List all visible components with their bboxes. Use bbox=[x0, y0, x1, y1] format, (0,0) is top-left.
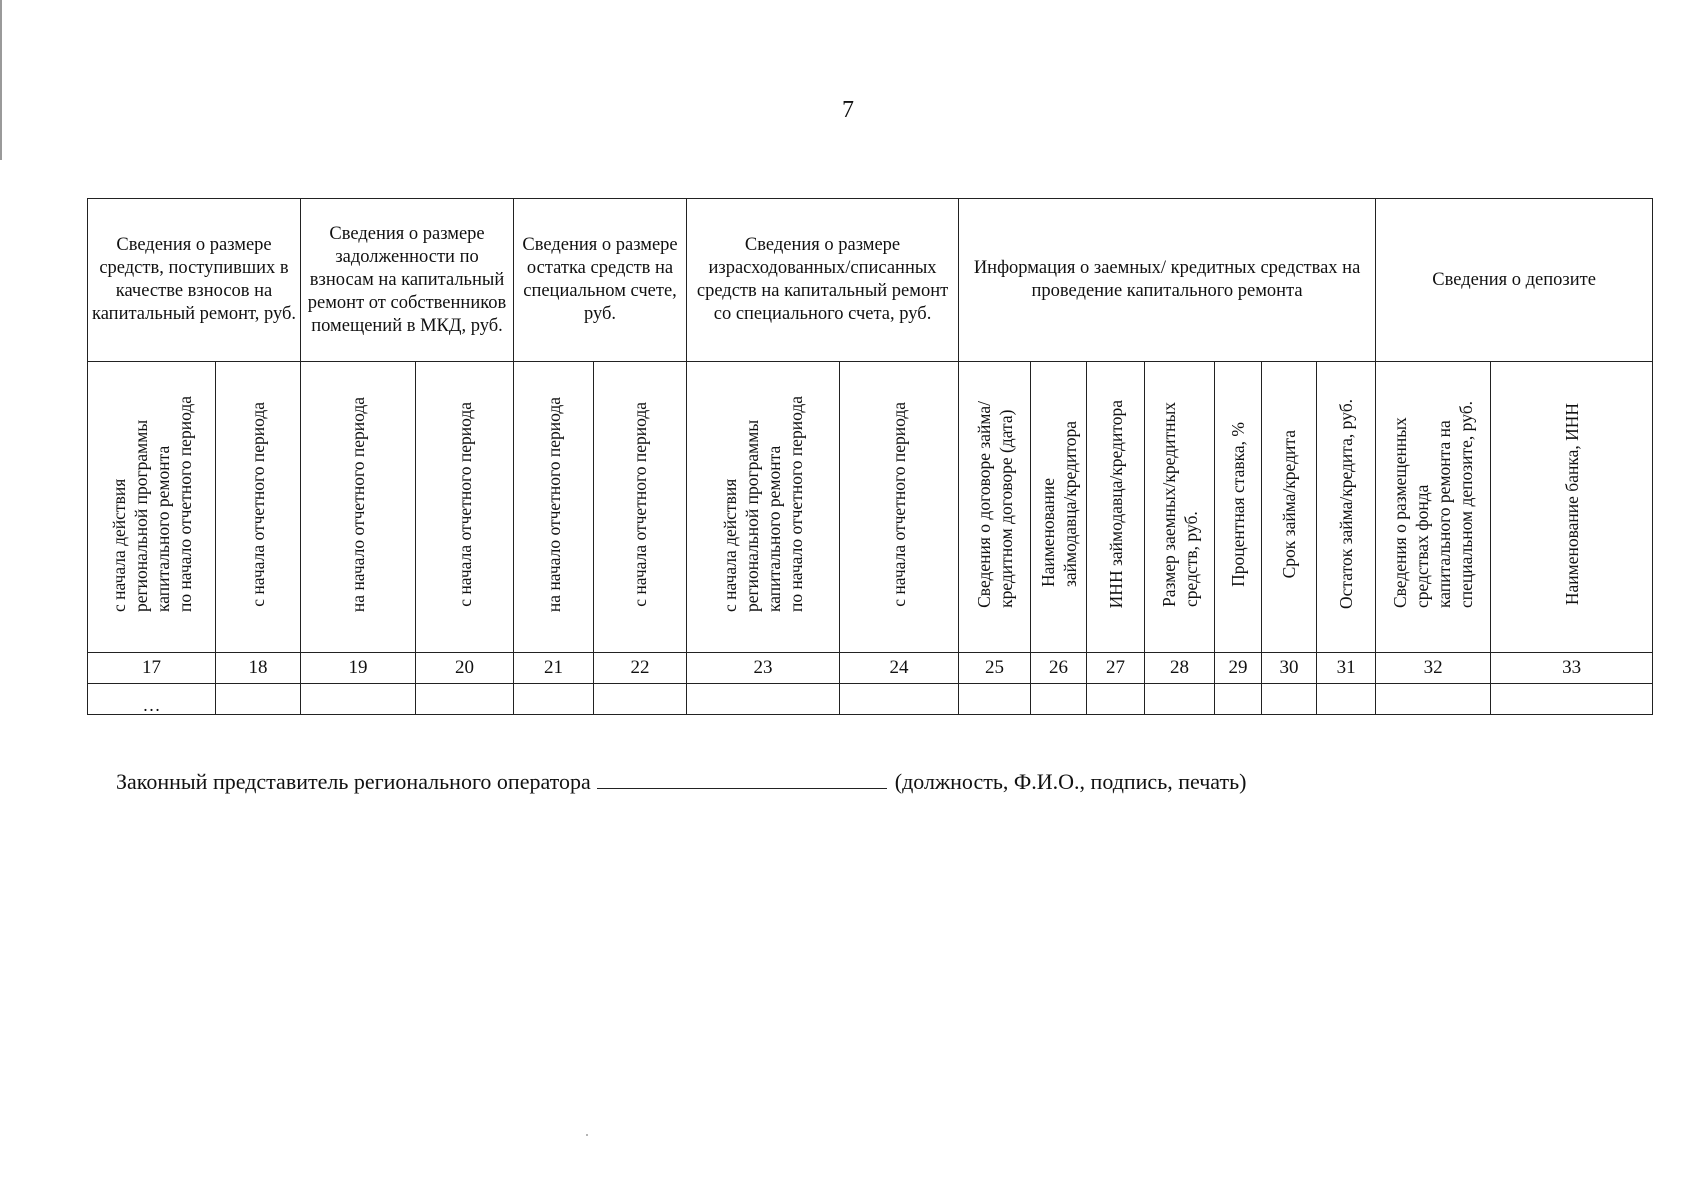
empty-cell bbox=[216, 684, 301, 715]
column-number: 21 bbox=[514, 653, 594, 684]
sub-header-label: Наименование банка, ИНН bbox=[1561, 403, 1582, 606]
column-number: 31 bbox=[1317, 653, 1376, 684]
scan-speck bbox=[586, 1134, 588, 1136]
group-header-spent: Сведения о размере израсходованных/списанных средств на капитальный ремонт со специального счета, руб. bbox=[687, 199, 959, 362]
empty-cell bbox=[1087, 684, 1145, 715]
column-number: 24 bbox=[840, 653, 959, 684]
sub-header-cell bbox=[840, 362, 959, 653]
sub-header-label: Сведения о договоре займа/ кредитном договоре (дата) bbox=[973, 401, 1016, 608]
empty-cell bbox=[1376, 684, 1491, 715]
sub-header-label: Размер заемных/кредитных средств, руб. bbox=[1158, 402, 1201, 607]
sub-header-label: с начала отчетного периода bbox=[454, 402, 475, 607]
column-number: 26 bbox=[1031, 653, 1087, 684]
group-header-debt: Сведения о размере задолженности по взносам на капитальный ремонт от собственников помещений в МКД, руб. bbox=[301, 199, 514, 362]
empty-cell bbox=[301, 684, 416, 715]
sub-header-cell bbox=[687, 362, 840, 653]
table-row bbox=[88, 684, 1653, 715]
sub-header-cell bbox=[1031, 362, 1087, 653]
group-header-contributions: Сведения о размере средств, поступивших в качестве взносов на капитальный ремонт, руб. bbox=[88, 199, 301, 362]
sub-header-cell bbox=[1087, 362, 1145, 653]
sub-header-label: Сведения о размещенных средствах фонда капитального ремонта на специальном депозите, руб. bbox=[1390, 400, 1477, 609]
column-number: 23 bbox=[687, 653, 840, 684]
empty-cell bbox=[1215, 684, 1262, 715]
sub-header-label: Срок займа/кредита bbox=[1279, 430, 1300, 579]
sub-header-label: Процентная ставка, % bbox=[1228, 422, 1249, 587]
empty-cell bbox=[1031, 684, 1087, 715]
sub-header-label: с начала отчетного периода bbox=[630, 402, 651, 607]
column-number: 30 bbox=[1262, 653, 1317, 684]
group-header-deposit: Сведения о депозите bbox=[1376, 199, 1653, 362]
signature-line bbox=[116, 768, 1246, 796]
ellipsis-cell: … bbox=[88, 684, 216, 715]
group-header-row bbox=[88, 199, 1653, 362]
empty-cell bbox=[1491, 684, 1653, 715]
column-number: 20 bbox=[416, 653, 514, 684]
sub-header-label: с начала отчетного периода bbox=[248, 402, 268, 607]
column-number: 19 bbox=[301, 653, 416, 684]
empty-cell bbox=[1145, 684, 1215, 715]
group-header-balance: Сведения о размере остатка средств на специальном счете, руб. bbox=[514, 199, 687, 362]
sub-header-label: с начала отчетного периода bbox=[889, 402, 910, 607]
column-number: 29 bbox=[1215, 653, 1262, 684]
empty-cell bbox=[687, 684, 840, 715]
signature-blank bbox=[597, 768, 887, 789]
signature-label: Законный представитель регионального оператора bbox=[116, 769, 591, 794]
sub-header-label: Наименование займодавца/кредитора bbox=[1037, 421, 1080, 588]
sub-header-label: на начало отчетного периода bbox=[543, 396, 564, 613]
page-number: 7 bbox=[842, 97, 854, 123]
sub-header-cell bbox=[514, 362, 594, 653]
sub-header-cell bbox=[1491, 362, 1653, 653]
sub-header-label: на начало отчетного периода bbox=[348, 396, 369, 613]
column-number: 25 bbox=[959, 653, 1031, 684]
sub-header-label: с начала действия региональной программы капитального ремонта по начало отчетного периода bbox=[108, 396, 195, 613]
empty-cell bbox=[416, 684, 514, 715]
empty-cell bbox=[594, 684, 687, 715]
column-number: 22 bbox=[594, 653, 687, 684]
sub-header-label: Остаток займа/кредита, руб. bbox=[1336, 399, 1357, 610]
column-number: 18 bbox=[216, 653, 301, 684]
empty-cell bbox=[1262, 684, 1317, 715]
column-number: 32 bbox=[1376, 653, 1491, 684]
report-table bbox=[87, 198, 1653, 715]
sub-header-cell bbox=[1215, 362, 1262, 653]
sub-header-cell bbox=[1145, 362, 1215, 653]
sub-header-cell bbox=[216, 362, 301, 653]
sub-header-cell bbox=[1376, 362, 1491, 653]
sub-header-row bbox=[88, 362, 1653, 653]
empty-cell bbox=[959, 684, 1031, 715]
sub-header-cell bbox=[416, 362, 514, 653]
sub-header-cell bbox=[959, 362, 1031, 653]
column-number-row bbox=[88, 653, 1653, 684]
sub-header-cell bbox=[594, 362, 687, 653]
empty-cell bbox=[514, 684, 594, 715]
column-number: 33 bbox=[1491, 653, 1653, 684]
sub-header-cell bbox=[1317, 362, 1376, 653]
column-number: 27 bbox=[1087, 653, 1145, 684]
group-header-loans: Информация о заемных/ кредитных средствах на проведение капитального ремонта bbox=[959, 199, 1376, 362]
empty-cell bbox=[1317, 684, 1376, 715]
sub-header-label: ИНН займодавца/кредитора bbox=[1105, 400, 1126, 609]
sub-header-cell bbox=[301, 362, 416, 653]
sub-header-cell bbox=[88, 362, 216, 653]
column-number: 17 bbox=[88, 653, 216, 684]
column-number: 28 bbox=[1145, 653, 1215, 684]
empty-cell bbox=[840, 684, 959, 715]
signature-note: (должность, Ф.И.О., подпись, печать) bbox=[894, 769, 1247, 794]
sub-header-label: с начала действия региональной программы капитального ремонта по начало отчетного периода bbox=[720, 396, 807, 613]
sub-header-cell bbox=[1262, 362, 1317, 653]
scan-edge bbox=[0, 0, 2, 160]
